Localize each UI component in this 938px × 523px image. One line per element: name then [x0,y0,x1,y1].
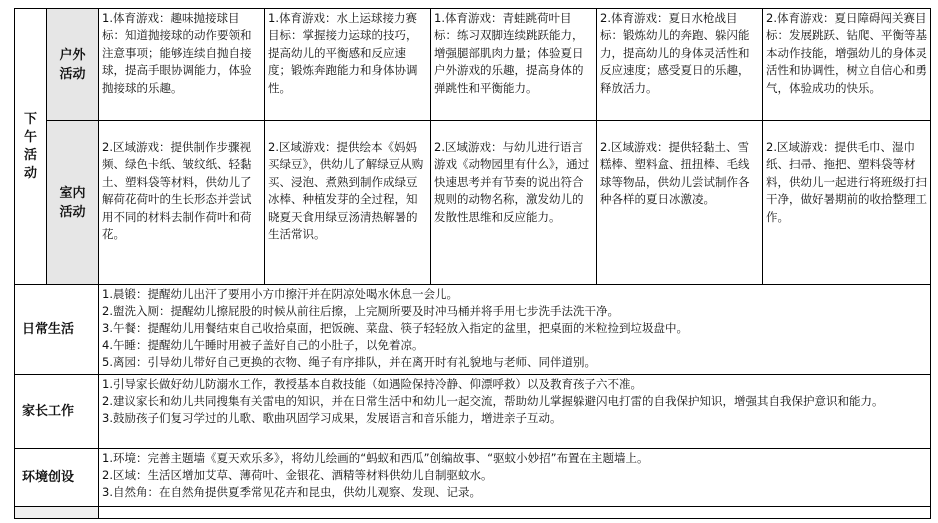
day4-indoor-cell: 2.区域游戏：提供轻黏土、雪糕棒、塑料盒、扭扭棒、毛线球等物品，供幼儿尝试制作各种各样的夏日冰激凌。 [597,121,763,285]
environment-row [15,449,931,507]
next-row-label [15,507,99,519]
daily-life-line: 5.离园：引导幼儿带好自己更换的衣物、绳子有序排队，并在离开时有礼貌地与老师、同伴道别。 [102,355,596,369]
next-row-content [99,507,931,519]
indoor-label: 室内活动 [47,121,99,285]
environment-label: 环境创设 [15,449,99,507]
daily-life-content [99,285,931,375]
day5-outdoor-cell: 2.体育游戏：夏日障碍闯关赛目标：发展跳跃、钻爬、平衡等基本动作技能，增强幼儿的身体灵活性和协调性，树立自信心和勇气，体验成功的快乐。 [763,9,931,121]
day5-indoor-cell: 2.区域游戏：提供毛巾、湿巾纸、扫帚、拖把、塑料袋等材料，供幼儿一起进行将班级打扫干净，做好暑期前的收拾整理工作。 [763,121,931,285]
parents-line: 1.引导家长做好幼儿防溺水工作，教授基本自救技能（如遇险保持冷静、仰漂呼救）以及教育孩子六不准。 [102,377,642,391]
environment-line: 3.自然角：在自然角提供夏季常见花卉和昆虫，供幼儿观察、发现、记录。 [102,485,481,499]
day1-indoor-cell: 2.区域游戏：提供制作步骤视频、绿色卡纸、皱纹纸、轻黏土、塑料袋等材料，供幼儿了解荷花荷叶的生长形态并尝试用不同的材料去制作荷叶和荷花。 [99,121,265,285]
outdoor-label: 户外活动 [47,9,99,121]
daily-life-line: 3.午餐：提醒幼儿用餐结束自己收拾桌面，把饭碗、菜盘、筷子轻轻放入指定的盆里，把桌面的米粒捡到垃圾盘中。 [102,321,688,335]
environment-line: 2.区域：生活区增加艾草、薄荷叶、金银花、酒精等材料供幼儿自制驱蚊水。 [102,468,493,482]
parents-row [15,375,931,449]
afternoon-label-text: 下午活动 [23,111,37,181]
day3-indoor-cell: 2.区域游戏：与幼儿进行语言游戏《动物园里有什么》，通过快速思考并有节奏的说出符合规则的动物名称，激发幼儿的发散性思维和反应能力。 [431,121,597,285]
afternoon-outdoor-row [15,9,931,121]
daily-life-line: 2.盥洗入厕：提醒幼儿擦屁股的时候从前往后擦，上完厕所要及时冲马桶并将手用七步洗手法洗干净。 [102,304,619,318]
day3-outdoor-cell: 1.体育游戏：青蛙跳荷叶目标：练习双脚连续跳跃能力，增强腿部肌肉力量；体验夏日户外游戏的乐趣，提高身体的弹跳性和平衡能力。 [431,9,597,121]
parents-content [99,375,931,449]
parents-label: 家长工作 [15,375,99,449]
daily-life-line: 1.晨锻：提醒幼儿出汗了要用小方巾擦汗并在阴凉处喝水休息一会儿。 [102,287,458,301]
daily-life-line: 4.午睡：提醒幼儿午睡时用被子盖好自己的小肚子，以免着凉。 [102,338,424,352]
daily-life-label: 日常生活 [15,285,99,375]
parents-line: 3.鼓励孩子们复习学过的儿歌、歌曲巩固学习成果，发展语言和音乐能力，增进亲子互动。 [102,411,562,425]
afternoon-label [15,9,47,285]
daily-life-row [15,285,931,375]
day2-outdoor-cell: 1.体育游戏：水上运球接力赛目标：掌握接力运球的技巧，提高幼儿的平衡感和反应速度；锻炼奔跑能力和身体协调性。 [265,9,431,121]
day2-indoor-cell: 2.区域游戏：提供绘本《妈妈买绿豆》，供幼儿了解绿豆从购买、浸泡、煮熟到制作成绿豆冰棒、种植发芽的全过程，知晓夏天食用绿豆汤清热解暑的生活常识。 [265,121,431,285]
parents-line: 2.建议家长和幼儿共同搜集有关雷电的知识，并在日常生活中和幼儿一起交流，帮助幼儿掌握躲避闪电打雷的自我保护知识，增强其自我保护意识和能力。 [102,394,884,408]
day1-outdoor-cell: 1.体育游戏：趣味抛接球目标：知道抛接球的动作要领和注意事项；能够连续自抛自接球，提高手眼协调能力，体验抛接球的乐趣。 [99,9,265,121]
weekly-plan-table [14,8,931,519]
afternoon-indoor-row [15,121,931,285]
environment-content [99,449,931,507]
environment-line: 1.环境：完善主题墙《夏天欢乐多》，将幼儿绘画的“蚂蚁和西瓜”创编故事、“驱蚊小妙招”布置在主题墙上。 [102,451,649,465]
day4-outdoor-cell: 2.体育游戏：夏日水枪战目标：锻炼幼儿的奔跑、躲闪能力，提高幼儿的身体灵活性和反应速度；感受夏日的乐趣，释放活力。 [597,9,763,121]
next-row-partial [15,507,931,519]
